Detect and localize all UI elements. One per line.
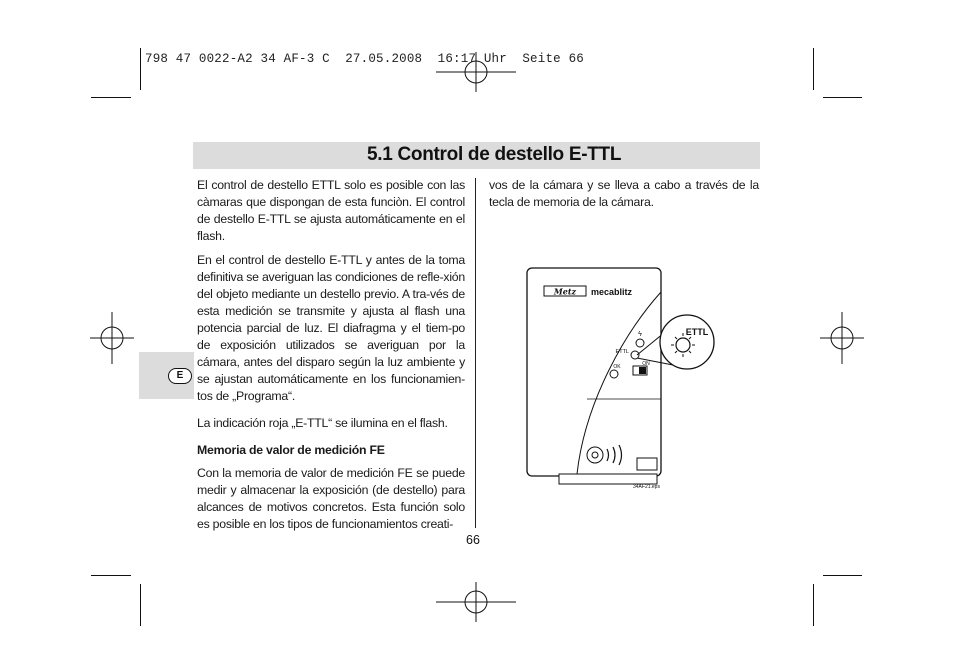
lightning-label: ϟ [638, 331, 642, 338]
paragraph: vos de la cámara y se lleva a cabo a través de la tecla de memoria de la cámara. [489, 178, 759, 209]
paragraph: El control de destello ETTL solo es posible con las càmaras que dispongan de esta funciòn. El control de destello E-TTL se ajusta automáticamente en el flash. [197, 178, 465, 243]
language-badge: E [168, 368, 192, 384]
crop-mark [813, 584, 814, 626]
brand-logo-text: Metz [553, 286, 577, 297]
registration-target-icon [436, 582, 516, 622]
ettl-small-label: ETTL [615, 349, 629, 355]
left-column [197, 177, 465, 540]
crop-mark [823, 575, 862, 576]
figure-code: 34AF21.eps [633, 484, 660, 490]
paragraph: Con la memoria de valor de medición FE se puede medir y almacenar la exposición (de destello) para alcances de motivos concretos. Esta función solo es posible en los tipos de funcionamientos creati- [197, 466, 465, 531]
crop-mark [813, 48, 814, 90]
crop-mark [823, 97, 862, 98]
paragraph: La indicación roja „E-TTL“ se ilumina en el flash. [197, 416, 448, 430]
on-label: ON [642, 361, 650, 367]
brand-name: mecablitz [591, 287, 633, 297]
print-header: 798 47 0022-A2 34 AF-3 C 27.05.2008 16:17 Uhr Seite 66 [145, 52, 584, 66]
registration-target-icon [90, 312, 134, 364]
page-number: 66 [466, 533, 480, 547]
column-divider [475, 178, 476, 528]
flash-unit-illustration [525, 262, 725, 492]
section-subheading: Memoria de valor de medición FE [197, 443, 385, 457]
crop-mark [91, 97, 131, 98]
ok-label: OK [613, 364, 621, 370]
crop-mark [140, 48, 141, 90]
crop-mark [91, 575, 131, 576]
right-column [489, 177, 759, 218]
paragraph: En el control de destello E-TTL y antes de la toma definitiva se averiguan las condiciones de refle-xión del objeto mediante un destello previo. A tra-vés de esta medición se transmite y ajusta al flash una potencia parcial de luz. El diafragma y el tiem-po de exposición utilizados se averiguan por la cámara, antes del disparo según la luz ambiente y se ajustan automáticamente en los funcionamien-tos de „Programa“. [197, 253, 465, 403]
ettl-zoom-label: ETTL [685, 327, 709, 337]
page-title: 5.1 Control de destello E-TTL [367, 144, 622, 165]
registration-target-icon [820, 312, 864, 364]
crop-mark [140, 584, 141, 626]
